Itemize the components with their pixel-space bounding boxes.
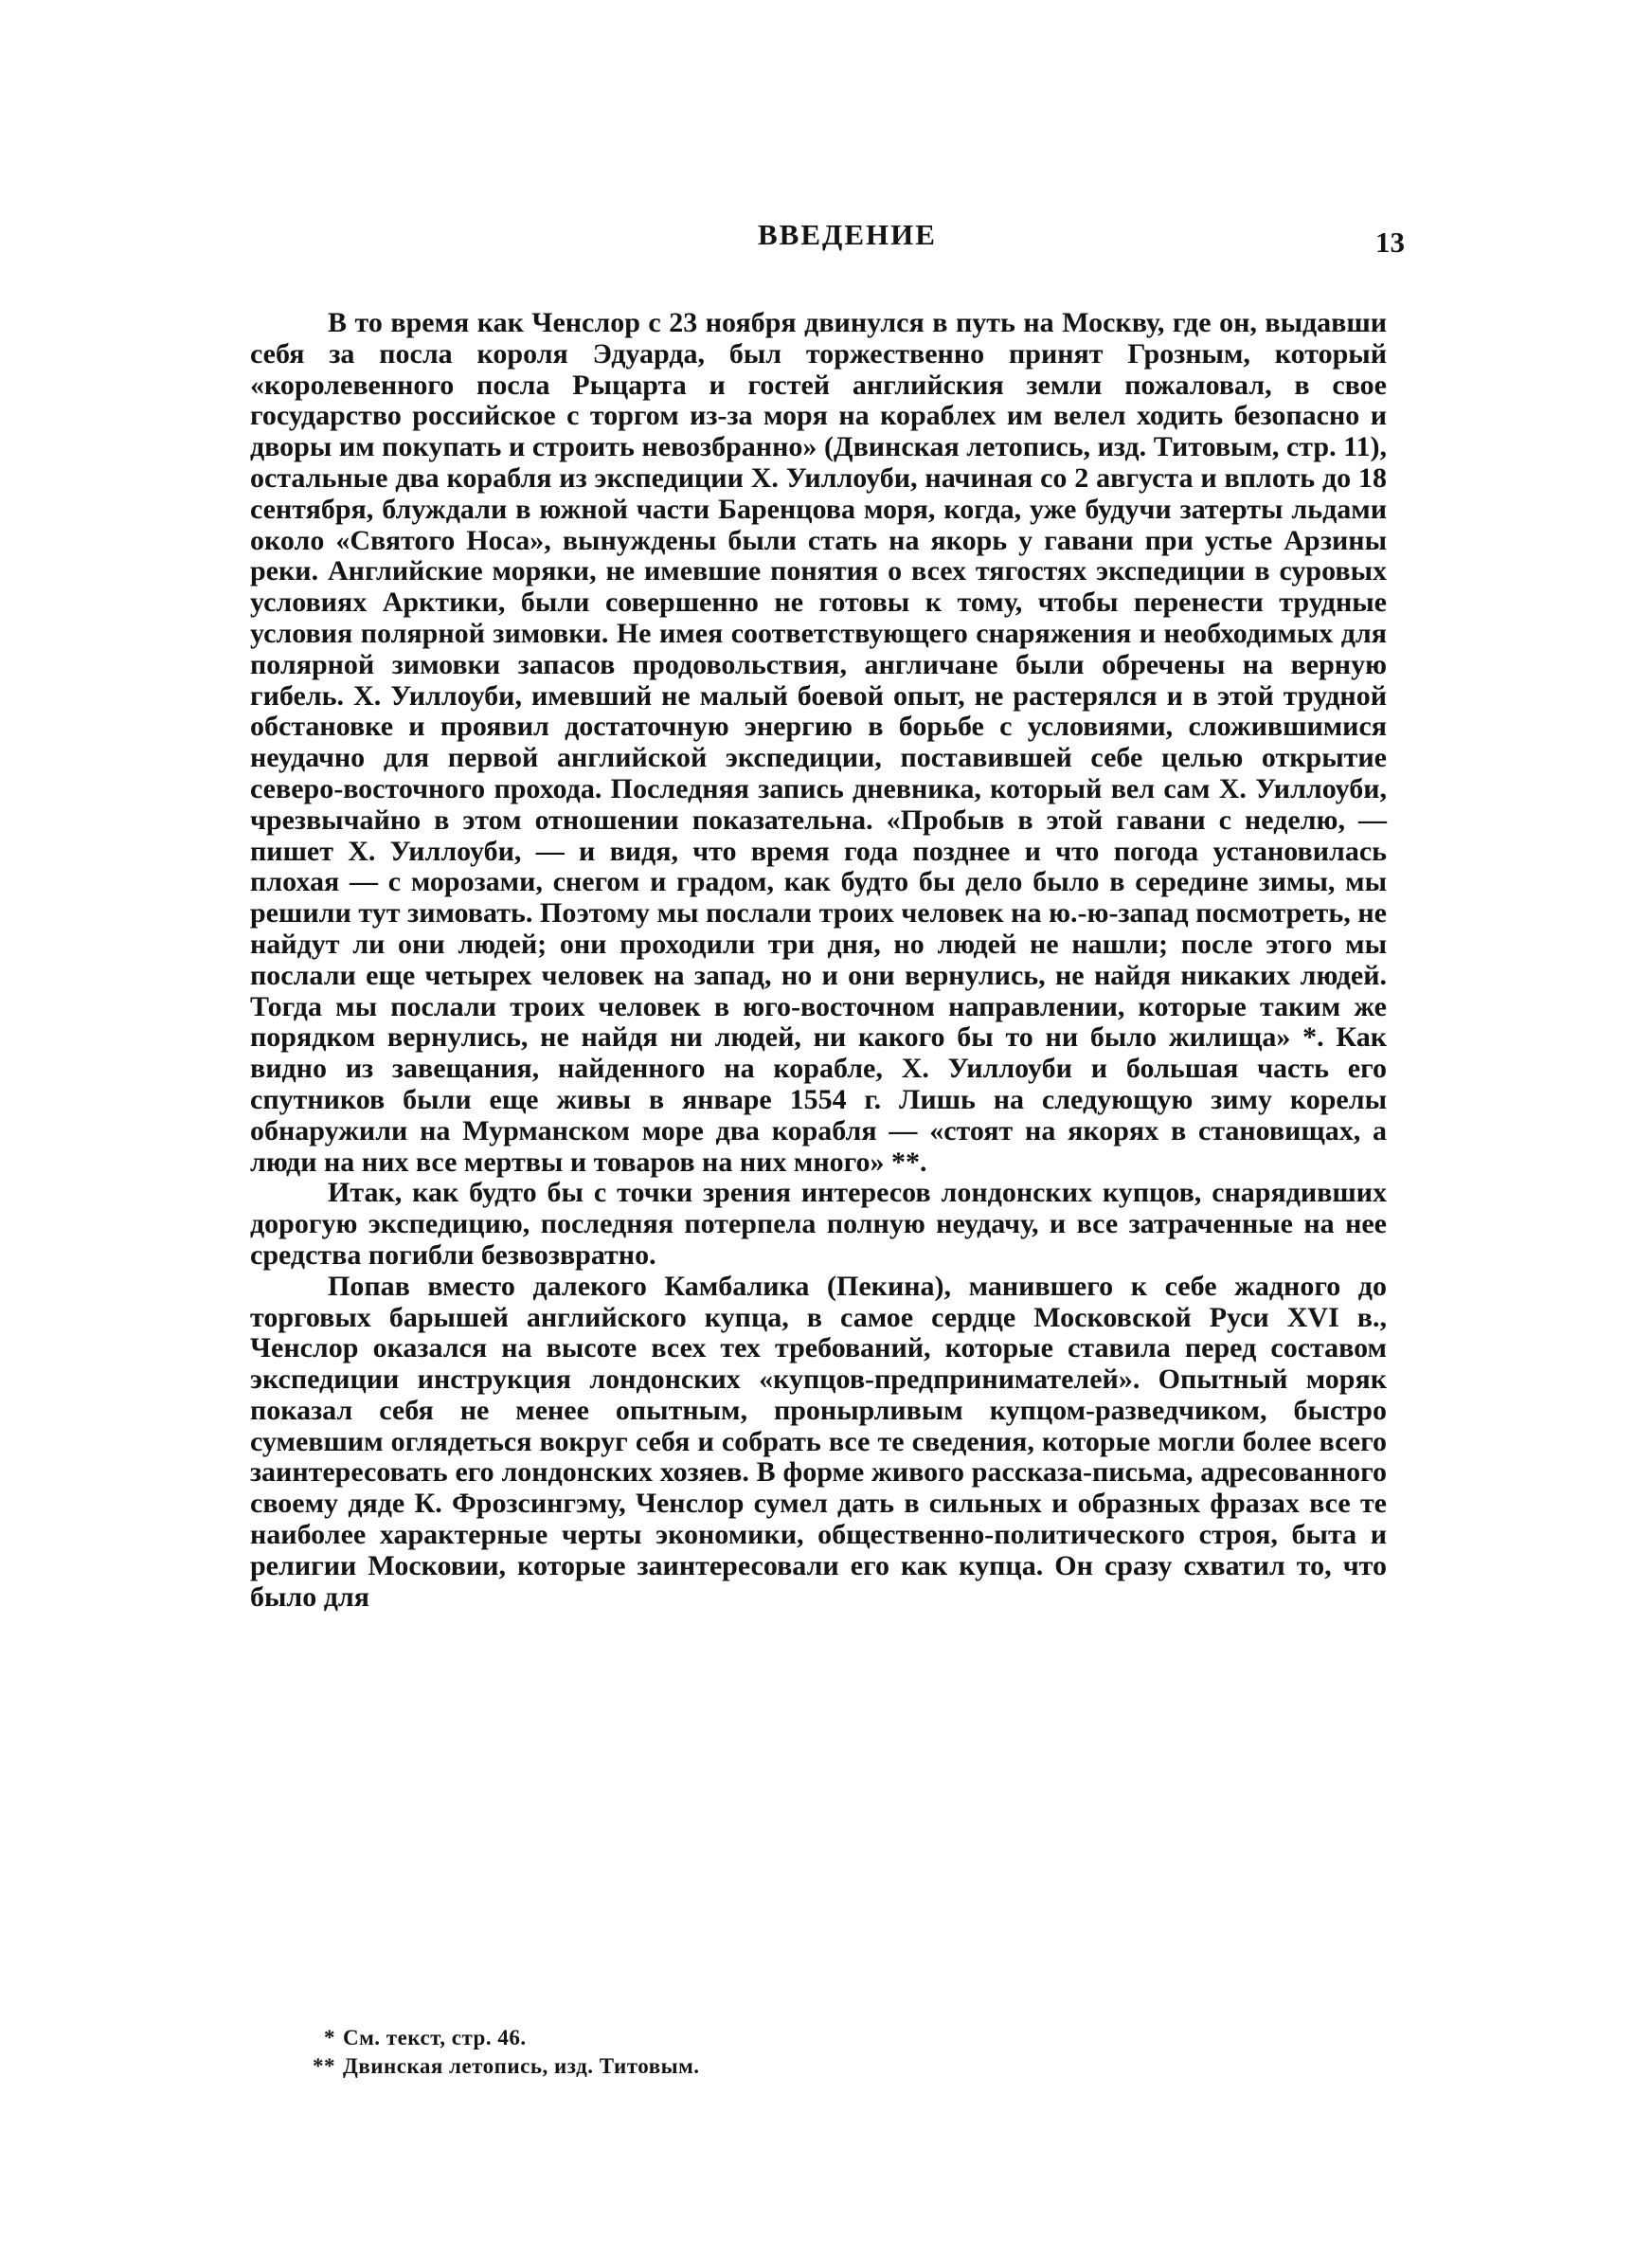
footnote-mark: **: [313, 2054, 335, 2078]
footnote-text: Двинская летопись, изд. Титовым.: [343, 2054, 700, 2078]
footnote-text: См. текст, стр. 46.: [343, 2026, 527, 2049]
footnote: [301, 2024, 1248, 2052]
running-head: [0, 216, 1652, 259]
paragraph: В то время как Ченслор с 23 ноября двинулся в путь на Москву, где он, выдавши себя за посла короля Эдуарда, был торжественно принят Грозным, который «королевенного посла Рыцарта и гостей английския земли пожаловал, в свое государство российское с торгом из-за моря на кораблех им велел ходить безопасно и дворы им покупать и строить невозбранно» (Двинская летопись, изд. Титовым, стр. 11), остальные два корабля из экспедиции Х. Уиллоуби, начиная со 2 августа и вплоть до 18 сентября, блуждали в южной части Баренцова моря, когда, уже будучи затерты льдами около «Святого Носа», вынуждены были стать на якорь у гавани при устье Арзины реки. Английские моряки, не имевшие понятия о всех тягостях экспедиции в суровых условиях Арктики, были совершенно не готовы к тому, чтобы перенести трудные условия полярной зимовки. Не имея соответствующего снаряжения и необходимых для полярной зимовки запасов продовольствия, англичане были обречены на верную гибель. Х. Уиллоуби, имевший не малый боевой опыт, не растерялся и в этой трудной обстановке и проявил достаточную энергию в борьбе с условиями, сложившимися неудачно для первой английской экспедиции, поставившей себе целью открытие северо-восточного прохода. Последняя запись дневника, который вел сам Х. Уиллоуби, чрезвычайно в этом отношении показательна. «Пробыв в этой гавани с неделю, — пишет Х. Уиллоуби, — и видя, что время года позднее и что погода установилась плохая — с морозами, снегом и градом, как будто бы дело было в середине зимы, мы решили тут зимовать. Поэтому мы послали троих человек на ю.-ю-запад посмотреть, не найдут ли они людей; они проходили три дня, но людей не нашли; после этого мы послали еще четырех человек на запад, но и они вернулись, не найдя никаких людей. Тогда мы послали троих человек в юго-восточном направлении, которые таким же порядком вернулись, не найдя ни людей, ни какого бы то ни было жилища» *. Как видно из завещания, найденного на корабле, Х. Уиллоуби и большая часть его спутников были еще живы в январе 1554 г. Лишь на следующую зиму корелы обнаружили на Мурманском море два корабля — «стоят на якорях в становищах, а люди на них все мертвы и товаров на них много» **.: [250, 307, 1387, 1178]
paragraph: Попав вместо далекого Камбалика (Пекина), манившего к себе жадного до торговых барышей английского купца, в самое сердце Московской Руси XVI в., Ченслор оказался на высоте всех тех требований, которые ставила перед составом экспедиции инструкция лондонских «купцов-предпринимателей». Опытный моряк показал себя не менее опытным, пронырливым купцом-разведчиком, быстро сумевшим оглядеться вокруг себя и собрать все те сведения, которые могли более всего заинтересовать его лондонских хозяев. В форме живого рассказа-письма, адресованного своему дяде К. Фрозсингэму, Ченслор сумел дать в сильных и образных фразах все те наиболее характерные черты экономики, общественно-политического строя, быта и религии Московии, которые заинтересовали его как купца. Он сразу схватил то, что было для: [250, 1270, 1387, 1613]
footnote-mark: *: [324, 2026, 335, 2049]
body-text: [250, 308, 1387, 1613]
running-head-title: ВВЕДЕНИЕ: [758, 218, 937, 251]
paragraph: Итак, как будто бы с точки зрения интересов лондонских купцов, снарядивших дорогую экспедицию, последняя потерпела полную неудачу, и все затраченные на нее средства погибли безвозвратно.: [250, 1177, 1387, 1271]
page-number: 13: [1375, 226, 1405, 259]
footnote: [301, 2052, 1248, 2081]
footnotes: [301, 2024, 1248, 2081]
